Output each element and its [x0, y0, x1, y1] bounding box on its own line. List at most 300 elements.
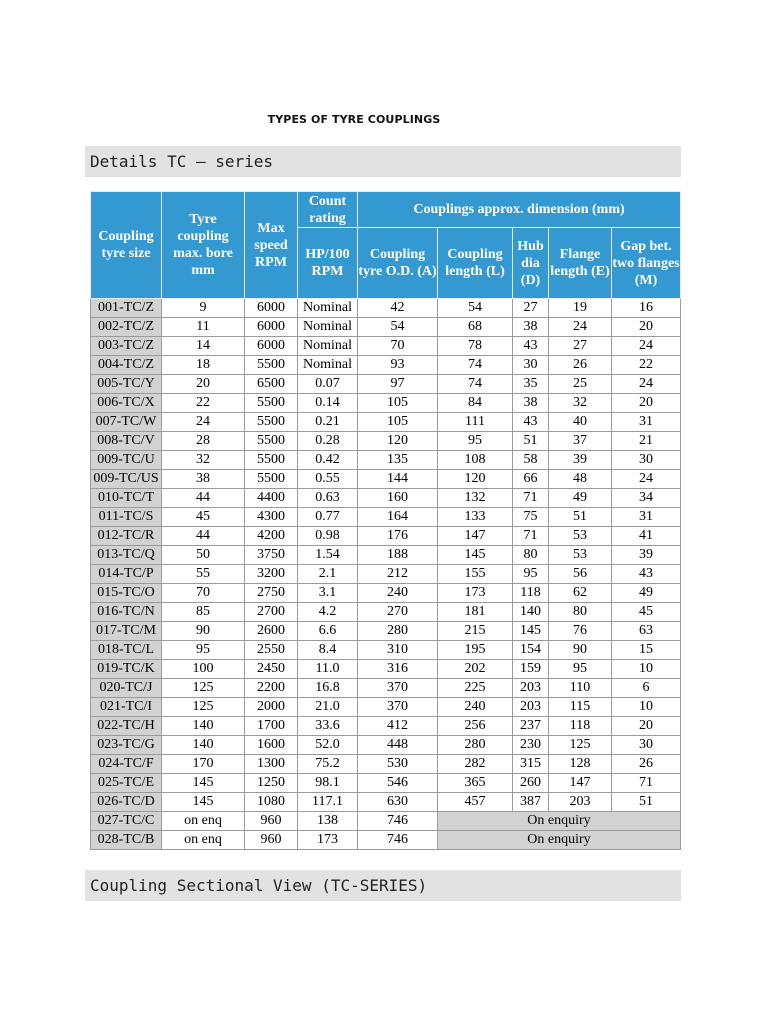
cell-hub: 315: [513, 755, 549, 774]
document-title: TYPES OF TYRE COUPLINGS: [267, 113, 441, 126]
cell-size: 022-TC/H: [91, 717, 162, 736]
cell-bore: 140: [162, 717, 245, 736]
table-row: [91, 698, 681, 717]
cell-size: 027-TC/C: [91, 812, 162, 831]
cell-gap: 21: [612, 432, 681, 451]
cell-hp: 0.77: [298, 508, 358, 527]
cell-bore: 24: [162, 413, 245, 432]
cell-gap: 24: [612, 337, 681, 356]
cell-gap: 24: [612, 470, 681, 489]
header-count-rating: Count rating: [298, 192, 358, 228]
cell-hub: 35: [513, 375, 549, 394]
cell-od: 746: [358, 812, 438, 831]
cell-bore: 85: [162, 603, 245, 622]
cell-bore: 170: [162, 755, 245, 774]
cell-flange: 51: [549, 508, 612, 527]
cell-size: 024-TC/F: [91, 755, 162, 774]
cell-speed: 4400: [245, 489, 298, 508]
cell-flange: 24: [549, 318, 612, 337]
cell-speed: 960: [245, 831, 298, 850]
cell-hub: 27: [513, 299, 549, 318]
cell-speed: 1700: [245, 717, 298, 736]
header-hp-per-100-rpm: HP/100 RPM: [298, 228, 358, 299]
cell-size: 025-TC/E: [91, 774, 162, 793]
table-body: [91, 299, 681, 850]
cell-od: 105: [358, 413, 438, 432]
cell-gap: 31: [612, 508, 681, 527]
cell-flange: 90: [549, 641, 612, 660]
cell-flange: 37: [549, 432, 612, 451]
cell-length: 74: [438, 375, 513, 394]
cell-hp: 3.1: [298, 584, 358, 603]
table-row-enquiry: [91, 831, 681, 850]
cell-size: 010-TC/T: [91, 489, 162, 508]
table-row: [91, 318, 681, 337]
cell-speed: 3750: [245, 546, 298, 565]
header-max-speed: Max speed RPM: [245, 192, 298, 299]
table-row: [91, 451, 681, 470]
cell-on-enquiry: On enquiry: [438, 831, 681, 850]
header-coupling-length: Coupling length (L): [438, 228, 513, 299]
cell-speed: 6000: [245, 318, 298, 337]
cell-od: 746: [358, 831, 438, 850]
cell-od: 316: [358, 660, 438, 679]
cell-speed: 2750: [245, 584, 298, 603]
cell-speed: 3200: [245, 565, 298, 584]
cell-flange: 76: [549, 622, 612, 641]
section-heading-details: Details TC – series: [85, 146, 681, 177]
cell-od: 164: [358, 508, 438, 527]
cell-speed: 6000: [245, 337, 298, 356]
table-row: [91, 736, 681, 755]
cell-size: 003-TC/Z: [91, 337, 162, 356]
cell-hub: 203: [513, 679, 549, 698]
cell-hp: Nominal: [298, 356, 358, 375]
cell-speed: 960: [245, 812, 298, 831]
cell-length: 181: [438, 603, 513, 622]
cell-od: 144: [358, 470, 438, 489]
cell-gap: 10: [612, 698, 681, 717]
cell-hub: 43: [513, 337, 549, 356]
cell-length: 54: [438, 299, 513, 318]
cell-flange: 147: [549, 774, 612, 793]
cell-hub: 58: [513, 451, 549, 470]
cell-size: 020-TC/J: [91, 679, 162, 698]
cell-od: 135: [358, 451, 438, 470]
cell-length: 225: [438, 679, 513, 698]
header-tyre-od: Coupling tyre O.D. (A): [358, 228, 438, 299]
table-row: [91, 622, 681, 641]
cell-size: 023-TC/G: [91, 736, 162, 755]
cell-od: 176: [358, 527, 438, 546]
table-row: [91, 413, 681, 432]
cell-flange: 19: [549, 299, 612, 318]
cell-gap: 63: [612, 622, 681, 641]
cell-size: 013-TC/Q: [91, 546, 162, 565]
cell-flange: 203: [549, 793, 612, 812]
cell-flange: 80: [549, 603, 612, 622]
cell-bore: 22: [162, 394, 245, 413]
cell-hp: Nominal: [298, 318, 358, 337]
cell-flange: 53: [549, 527, 612, 546]
cell-length: 84: [438, 394, 513, 413]
cell-bore: 44: [162, 527, 245, 546]
cell-hp: Nominal: [298, 337, 358, 356]
cell-size: 016-TC/N: [91, 603, 162, 622]
cell-hp: 21.0: [298, 698, 358, 717]
cell-size: 015-TC/O: [91, 584, 162, 603]
cell-bore: 125: [162, 698, 245, 717]
cell-hub: 260: [513, 774, 549, 793]
cell-od: 370: [358, 679, 438, 698]
cell-length: 195: [438, 641, 513, 660]
cell-size: 011-TC/S: [91, 508, 162, 527]
cell-length: 74: [438, 356, 513, 375]
cell-bore: 100: [162, 660, 245, 679]
cell-flange: 128: [549, 755, 612, 774]
tyre-coupling-table: [90, 191, 681, 850]
cell-od: 188: [358, 546, 438, 565]
cell-hp: 0.28: [298, 432, 358, 451]
cell-bore: 125: [162, 679, 245, 698]
cell-gap: 71: [612, 774, 681, 793]
cell-size: 005-TC/Y: [91, 375, 162, 394]
header-dimension-group: Couplings approx. dimension (mm): [358, 192, 681, 228]
cell-od: 280: [358, 622, 438, 641]
cell-bore: 55: [162, 565, 245, 584]
cell-flange: 48: [549, 470, 612, 489]
cell-hp: 0.63: [298, 489, 358, 508]
cell-od: 270: [358, 603, 438, 622]
cell-speed: 4200: [245, 527, 298, 546]
cell-flange: 25: [549, 375, 612, 394]
cell-speed: 1600: [245, 736, 298, 755]
cell-gap: 49: [612, 584, 681, 603]
cell-size: 021-TC/I: [91, 698, 162, 717]
cell-hub: 38: [513, 318, 549, 337]
cell-hub: 71: [513, 527, 549, 546]
cell-od: 310: [358, 641, 438, 660]
cell-hp: 138: [298, 812, 358, 831]
cell-length: 202: [438, 660, 513, 679]
cell-length: 365: [438, 774, 513, 793]
cell-hp: 173: [298, 831, 358, 850]
cell-od: 370: [358, 698, 438, 717]
cell-od: 240: [358, 584, 438, 603]
header-flange-length: Flange length (E): [549, 228, 612, 299]
table-row: [91, 375, 681, 394]
cell-gap: 41: [612, 527, 681, 546]
cell-length: 95: [438, 432, 513, 451]
cell-speed: 5500: [245, 451, 298, 470]
cell-flange: 32: [549, 394, 612, 413]
cell-flange: 53: [549, 546, 612, 565]
cell-od: 412: [358, 717, 438, 736]
cell-hub: 38: [513, 394, 549, 413]
cell-hp: 8.4: [298, 641, 358, 660]
cell-on-enquiry: On enquiry: [438, 812, 681, 831]
cell-size: 008-TC/V: [91, 432, 162, 451]
cell-length: 240: [438, 698, 513, 717]
table-row: [91, 394, 681, 413]
cell-bore: 90: [162, 622, 245, 641]
cell-length: 133: [438, 508, 513, 527]
cell-length: 78: [438, 337, 513, 356]
cell-gap: 34: [612, 489, 681, 508]
cell-hp: 0.07: [298, 375, 358, 394]
cell-speed: 1080: [245, 793, 298, 812]
cell-od: 448: [358, 736, 438, 755]
cell-gap: 16: [612, 299, 681, 318]
cell-bore: 95: [162, 641, 245, 660]
cell-hub: 43: [513, 413, 549, 432]
cell-hub: 140: [513, 603, 549, 622]
cell-flange: 56: [549, 565, 612, 584]
cell-size: 004-TC/Z: [91, 356, 162, 375]
cell-length: 111: [438, 413, 513, 432]
cell-speed: 2200: [245, 679, 298, 698]
table-row: [91, 774, 681, 793]
cell-bore: 50: [162, 546, 245, 565]
cell-speed: 5500: [245, 470, 298, 489]
cell-gap: 30: [612, 736, 681, 755]
table-row-enquiry: [91, 812, 681, 831]
cell-gap: 10: [612, 660, 681, 679]
cell-length: 256: [438, 717, 513, 736]
table-row: [91, 489, 681, 508]
table-row: [91, 755, 681, 774]
cell-gap: 26: [612, 755, 681, 774]
cell-size: 002-TC/Z: [91, 318, 162, 337]
cell-hub: 118: [513, 584, 549, 603]
cell-bore: 38: [162, 470, 245, 489]
cell-length: 68: [438, 318, 513, 337]
table-row: [91, 337, 681, 356]
cell-speed: 1300: [245, 755, 298, 774]
cell-size: 006-TC/X: [91, 394, 162, 413]
cell-flange: 110: [549, 679, 612, 698]
table-row: [91, 470, 681, 489]
cell-bore: 20: [162, 375, 245, 394]
cell-bore: 14: [162, 337, 245, 356]
cell-length: 173: [438, 584, 513, 603]
table-row: [91, 546, 681, 565]
table-row: [91, 603, 681, 622]
table-row: [91, 508, 681, 527]
cell-od: 54: [358, 318, 438, 337]
cell-bore: 28: [162, 432, 245, 451]
cell-flange: 115: [549, 698, 612, 717]
cell-size: 028-TC/B: [91, 831, 162, 850]
cell-hp: 0.14: [298, 394, 358, 413]
cell-flange: 118: [549, 717, 612, 736]
table-row: [91, 793, 681, 812]
cell-size: 017-TC/M: [91, 622, 162, 641]
cell-hub: 95: [513, 565, 549, 584]
table-row: [91, 565, 681, 584]
cell-length: 108: [438, 451, 513, 470]
cell-hp: 75.2: [298, 755, 358, 774]
cell-hub: 159: [513, 660, 549, 679]
cell-od: 630: [358, 793, 438, 812]
cell-bore: 9: [162, 299, 245, 318]
cell-speed: 2450: [245, 660, 298, 679]
cell-size: 009-TC/US: [91, 470, 162, 489]
cell-speed: 6000: [245, 299, 298, 318]
cell-gap: 30: [612, 451, 681, 470]
cell-speed: 5500: [245, 394, 298, 413]
header-coupling-tyre-size: Coupling tyre size: [91, 192, 162, 299]
cell-flange: 125: [549, 736, 612, 755]
cell-od: 93: [358, 356, 438, 375]
cell-bore: 11: [162, 318, 245, 337]
table-row: [91, 356, 681, 375]
cell-hp: 2.1: [298, 565, 358, 584]
cell-hp: 16.8: [298, 679, 358, 698]
cell-hp: 6.6: [298, 622, 358, 641]
cell-length: 457: [438, 793, 513, 812]
header-max-bore: Tyre coupling max. bore mm: [162, 192, 245, 299]
cell-size: 007-TC/W: [91, 413, 162, 432]
cell-hub: 237: [513, 717, 549, 736]
cell-hp: 117.1: [298, 793, 358, 812]
cell-speed: 5500: [245, 413, 298, 432]
cell-hp: 11.0: [298, 660, 358, 679]
cell-bore: 32: [162, 451, 245, 470]
cell-bore: 70: [162, 584, 245, 603]
cell-bore: 140: [162, 736, 245, 755]
cell-bore: on enq: [162, 812, 245, 831]
cell-hub: 80: [513, 546, 549, 565]
cell-hp: Nominal: [298, 299, 358, 318]
header-gap-between-flanges: Gap bet. two flanges (M): [612, 228, 681, 299]
cell-bore: 145: [162, 774, 245, 793]
cell-bore: 145: [162, 793, 245, 812]
table-row: [91, 584, 681, 603]
cell-size: 009-TC/U: [91, 451, 162, 470]
cell-hub: 387: [513, 793, 549, 812]
cell-hub: 145: [513, 622, 549, 641]
cell-hp: 0.42: [298, 451, 358, 470]
cell-flange: 39: [549, 451, 612, 470]
cell-speed: 2700: [245, 603, 298, 622]
cell-gap: 20: [612, 394, 681, 413]
table-row: [91, 527, 681, 546]
cell-od: 160: [358, 489, 438, 508]
cell-hp: 0.98: [298, 527, 358, 546]
cell-length: 120: [438, 470, 513, 489]
cell-gap: 22: [612, 356, 681, 375]
cell-hp: 98.1: [298, 774, 358, 793]
table-row: [91, 679, 681, 698]
cell-gap: 6: [612, 679, 681, 698]
cell-od: 105: [358, 394, 438, 413]
cell-speed: 4300: [245, 508, 298, 527]
cell-od: 120: [358, 432, 438, 451]
cell-gap: 39: [612, 546, 681, 565]
cell-flange: 27: [549, 337, 612, 356]
cell-hub: 75: [513, 508, 549, 527]
cell-hp: 52.0: [298, 736, 358, 755]
cell-speed: 5500: [245, 356, 298, 375]
cell-gap: 20: [612, 717, 681, 736]
cell-hp: 4.2: [298, 603, 358, 622]
cell-hp: 0.21: [298, 413, 358, 432]
cell-od: 97: [358, 375, 438, 394]
cell-bore: on enq: [162, 831, 245, 850]
cell-size: 012-TC/R: [91, 527, 162, 546]
cell-od: 546: [358, 774, 438, 793]
cell-speed: 2000: [245, 698, 298, 717]
section-heading-sectional-view: Coupling Sectional View (TC-SERIES): [85, 870, 681, 901]
cell-gap: 51: [612, 793, 681, 812]
cell-hub: 66: [513, 470, 549, 489]
header-hub-dia: Hub dia (D): [513, 228, 549, 299]
cell-od: 42: [358, 299, 438, 318]
cell-hub: 71: [513, 489, 549, 508]
cell-bore: 44: [162, 489, 245, 508]
cell-hub: 51: [513, 432, 549, 451]
cell-gap: 31: [612, 413, 681, 432]
cell-size: 018-TC/L: [91, 641, 162, 660]
cell-length: 155: [438, 565, 513, 584]
cell-flange: 26: [549, 356, 612, 375]
cell-length: 145: [438, 546, 513, 565]
cell-length: 280: [438, 736, 513, 755]
cell-flange: 95: [549, 660, 612, 679]
cell-size: 014-TC/P: [91, 565, 162, 584]
cell-hub: 230: [513, 736, 549, 755]
cell-flange: 49: [549, 489, 612, 508]
cell-od: 530: [358, 755, 438, 774]
cell-size: 019-TC/K: [91, 660, 162, 679]
cell-hp: 0.55: [298, 470, 358, 489]
cell-speed: 1250: [245, 774, 298, 793]
cell-hub: 203: [513, 698, 549, 717]
table-row: [91, 299, 681, 318]
cell-flange: 62: [549, 584, 612, 603]
cell-length: 147: [438, 527, 513, 546]
cell-hp: 33.6: [298, 717, 358, 736]
table-row: [91, 717, 681, 736]
cell-gap: 43: [612, 565, 681, 584]
table-row: [91, 641, 681, 660]
cell-od: 70: [358, 337, 438, 356]
table-row: [91, 432, 681, 451]
cell-length: 282: [438, 755, 513, 774]
cell-od: 212: [358, 565, 438, 584]
cell-gap: 24: [612, 375, 681, 394]
cell-length: 132: [438, 489, 513, 508]
cell-gap: 45: [612, 603, 681, 622]
cell-hub: 30: [513, 356, 549, 375]
cell-gap: 20: [612, 318, 681, 337]
cell-bore: 18: [162, 356, 245, 375]
cell-speed: 2550: [245, 641, 298, 660]
cell-hub: 154: [513, 641, 549, 660]
cell-size: 026-TC/D: [91, 793, 162, 812]
cell-size: 001-TC/Z: [91, 299, 162, 318]
cell-speed: 6500: [245, 375, 298, 394]
cell-speed: 5500: [245, 432, 298, 451]
table-row: [91, 660, 681, 679]
cell-flange: 40: [549, 413, 612, 432]
cell-length: 215: [438, 622, 513, 641]
cell-gap: 15: [612, 641, 681, 660]
cell-bore: 45: [162, 508, 245, 527]
cell-hp: 1.54: [298, 546, 358, 565]
cell-speed: 2600: [245, 622, 298, 641]
